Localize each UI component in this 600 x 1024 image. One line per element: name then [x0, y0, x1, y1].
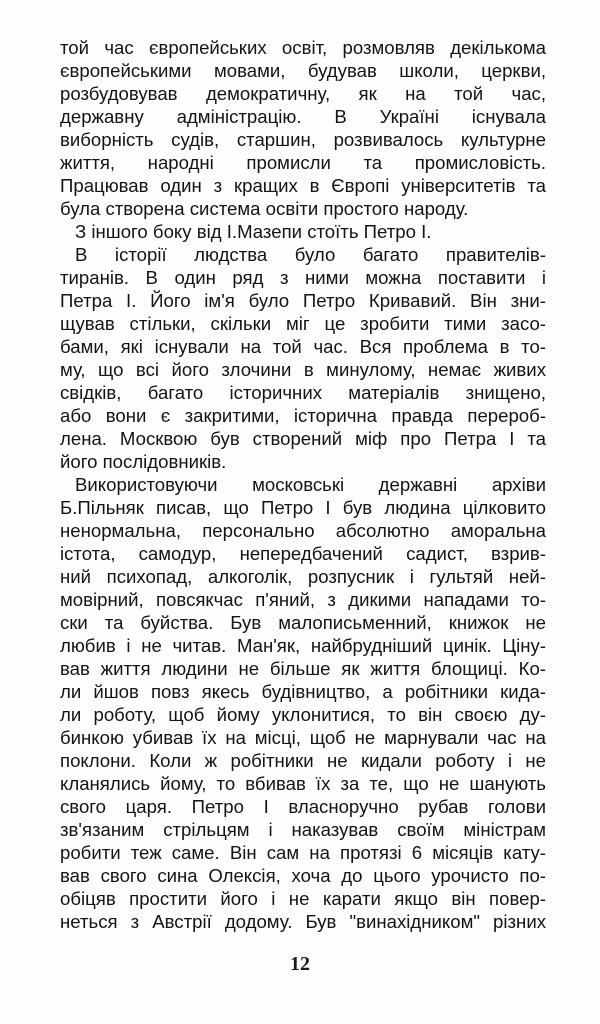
- text-line: життя, народні промисли та промисловість.: [60, 152, 546, 173]
- text-line: тиранів. В один ряд з ними можна поставити і: [60, 267, 546, 288]
- text-line: його послідовників.: [60, 451, 227, 472]
- text-line: ний психопад, алкоголік, розпусник і гультяй ней-: [60, 566, 546, 587]
- paragraph: [60, 220, 546, 243]
- paragraph: [60, 243, 546, 473]
- text-line: щував стільки, скільки міг це зробити тими засо-: [60, 313, 546, 334]
- text-line: неться з Австрії додому. Був "винахідником" різних: [60, 911, 546, 932]
- text-line: В історії людства було багато правителів-: [75, 244, 546, 265]
- text-line: свого царя. Петро І власноручно рубав голови: [60, 796, 546, 817]
- text-line: ненормальна, персонально абсолютно аморальна: [60, 520, 546, 541]
- text-line: була створена система освіти простого народу.: [60, 198, 469, 219]
- text-line: му, що всі його злочини в минулому, немає живих: [60, 359, 546, 380]
- text-line: ли роботу, щоб йому уклонитися, то він своєю ду-: [60, 704, 546, 725]
- text-line: виборність судів, старшин, розвивалось культурне: [60, 129, 546, 150]
- text-line: кланялись йому, то вбивав їх за те, що не шанують: [60, 773, 546, 794]
- text-line: вав свого сина Олексія, хоча до цього урочисто по-: [60, 865, 546, 886]
- text-line: обіцяв простити його і не карати якщо він повер-: [60, 888, 546, 909]
- text-line: ли йшов повз якесь будівництво, а робітники кида-: [60, 681, 546, 702]
- text-line: Петра І. Його ім'я було Петро Кривавий. Він зни-: [60, 290, 546, 311]
- text-line: Б.Пільняк писав, що Петро І був людина цілковито: [60, 497, 546, 518]
- text-line: свідків, багато історичних матеріалів знищено,: [60, 382, 546, 403]
- text-line: ски та буйства. Був малописьменний, книжок не: [60, 612, 546, 633]
- page-number: 12: [290, 953, 310, 975]
- text-line: вав життя людини не більше як життя блощиці. Ко-: [60, 658, 546, 679]
- text-line: лена. Москвою був створений міф про Петра І та: [60, 428, 546, 449]
- paragraph: [60, 473, 546, 933]
- text-line: той час європейських освіт, розмовляв декількома: [60, 37, 546, 58]
- text-line: європейськими мовами, будував школи, церкви,: [60, 60, 546, 81]
- text-line: Працював один з кращих в Європі університетів та: [60, 175, 546, 196]
- text-line: мовірний, повсякчас п'яний, з дикими нападами то-: [60, 589, 546, 610]
- paragraph: [60, 36, 546, 220]
- text-line: істота, самодур, непередбачений садист, взрив-: [60, 543, 546, 564]
- text-line: робити теж саме. Він сам на протязі 6 місяців кату-: [60, 842, 546, 863]
- page-body-text: [60, 36, 546, 933]
- text-line: бами, які існували на той час. Вся проблема в то-: [60, 336, 546, 357]
- text-line: державну адміністрацію. В Україні існувала: [60, 106, 546, 127]
- text-line: поклони. Коли ж робітники не кидали роботу і не: [60, 750, 546, 771]
- text-line: бинкою убивав їх на місці, щоб не марнували час на: [60, 727, 546, 748]
- text-line: З іншого боку від І.Мазепи стоїть Петро І.: [75, 221, 432, 242]
- text-line: зв'язаним стрільцям і наказував своїм міністрам: [60, 819, 546, 840]
- text-line: або вони є закритими, історична правда перероб-: [60, 405, 546, 426]
- text-line: любив і не читав. Ман'як, найбрудніший цинік. Ціну-: [60, 635, 546, 656]
- text-line: Використовуючи московські державні архіви: [75, 474, 546, 495]
- text-line: розбудовував демократичну, як на той час,: [60, 83, 546, 104]
